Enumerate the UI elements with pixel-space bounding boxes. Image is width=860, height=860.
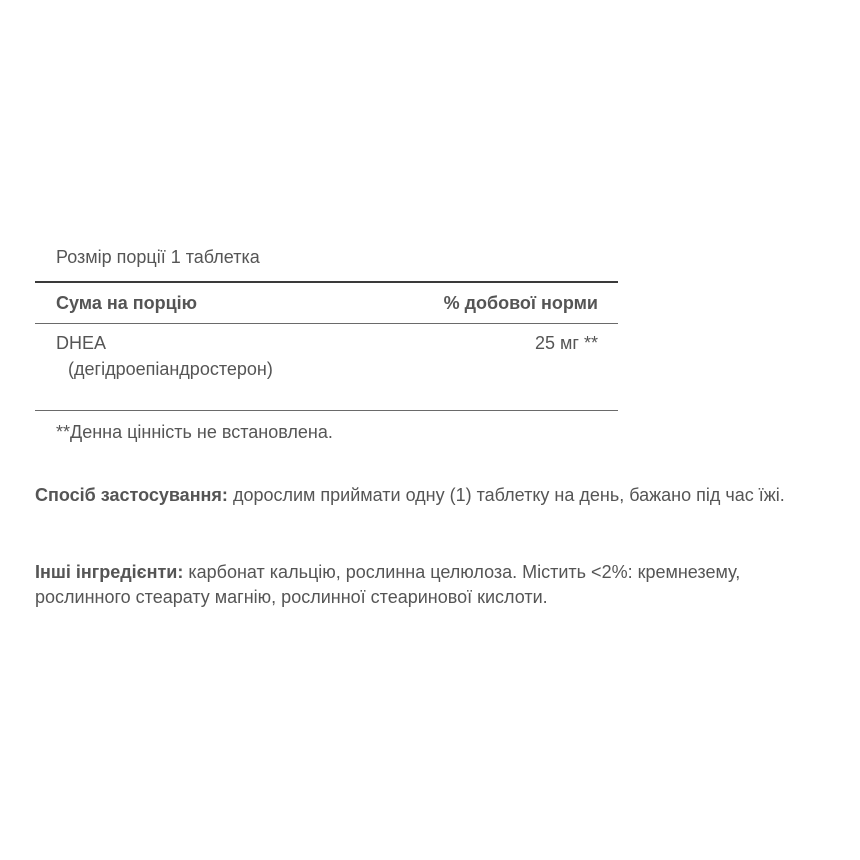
- other-ingredients-text: карбонат кальцію, рослинна целюлоза. Містить <2%: кремнезему, рослинного стеарату магнію, рослинної стеаринової кислоти.: [35, 562, 741, 607]
- supplement-facts-table: [35, 246, 618, 443]
- usage-label: Спосіб застосування:: [35, 485, 228, 505]
- footnote: **Денна цінність не встановлена.: [56, 422, 333, 442]
- nutrient-name: DHEA: [56, 333, 107, 353]
- usage-paragraph: [35, 483, 835, 508]
- serving-size: Розмір порції 1 таблетка: [56, 247, 260, 267]
- daily-value-header: % добової норми: [443, 292, 598, 313]
- other-ingredients-label: Інші інгредієнти:: [35, 562, 184, 582]
- nutrient-subname: (дегідроепіандростерон): [68, 359, 273, 379]
- amount-per-serving-header: Сума на порцію: [56, 292, 198, 313]
- nutrient-amount: 25 мг **: [535, 333, 598, 353]
- usage-text: дорослим приймати одну (1) таблетку на день, бажано під час їжі.: [227, 485, 785, 505]
- other-ingredients-paragraph: [35, 560, 835, 610]
- table-row: [35, 324, 618, 358]
- table-header: [35, 283, 618, 323]
